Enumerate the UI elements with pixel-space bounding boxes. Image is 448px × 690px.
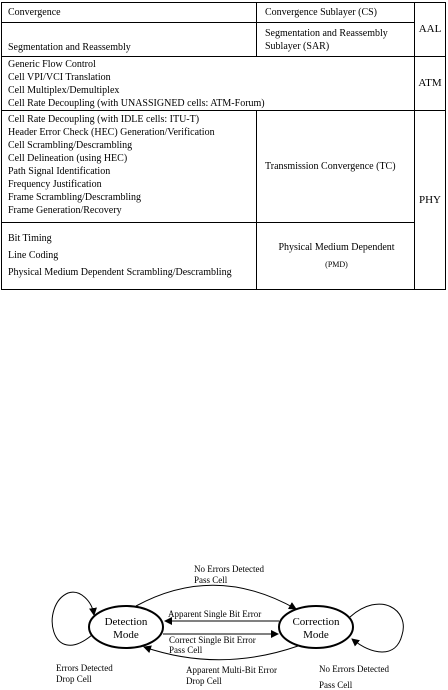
sar-sublayer-cell [257, 23, 415, 57]
correction-self-loop [350, 604, 403, 652]
detection-state-label: Mode [113, 629, 139, 641]
detection-loop-label: Errors Detected [56, 663, 113, 673]
tc-function: Cell Scrambling/Descrambling [8, 140, 133, 151]
atm-layer-table [1, 2, 446, 290]
correction-loop-label: Pass Cell [319, 680, 353, 690]
tc-function: Cell Rate Decoupling (with IDLE cells: ITU-T) [8, 114, 200, 125]
atm-function: Generic Flow Control [8, 58, 96, 70]
detection-self-loop [52, 592, 94, 645]
tc-sublayer-cell [257, 111, 415, 223]
tc-functions-cell [2, 111, 257, 223]
top-arc-label: No Errors Detected [194, 564, 264, 574]
detection-loop-label: Drop Cell [56, 674, 92, 684]
pmd-function: Physical Medium Dependent Scrambling/Descrambling [8, 266, 232, 278]
atm-layer-cell [415, 57, 446, 111]
tc-function: Path Signal Identification [8, 166, 111, 177]
tc-sublayer: Transmission Convergence (TC) [265, 161, 396, 172]
aal-layer: AAL [418, 23, 442, 35]
tc-function: Frame Scrambling/Descrambling [8, 192, 142, 203]
multi-bit-error-label: Drop Cell [186, 676, 222, 686]
cs-function-cell [2, 3, 257, 23]
tc-function: Cell Delineation (using HEC) [8, 153, 128, 164]
no-errors-transition-arrow [136, 585, 296, 609]
correction-loop-label: No Errors Detected [319, 664, 389, 674]
pmd-abbrev: (PMD) [325, 260, 348, 269]
phy-layer: PHY [418, 193, 441, 206]
tc-function: Header Error Check (HEC) Generation/Verification [8, 127, 215, 138]
correction-state-label: Correction [292, 616, 340, 628]
multi-bit-error-label: Apparent Multi-Bit Error [186, 665, 277, 675]
phy-layer-cell [415, 111, 446, 290]
correct-single-label: Correct Single Bit Error [169, 635, 256, 645]
atm-function: Cell Rate Decoupling (with UNASSIGNED cells: ATM-Forum) [8, 97, 265, 109]
tc-function: Frame Generation/Recovery [8, 205, 122, 216]
hec-state-diagram [0, 555, 448, 690]
aal-layer-cell [415, 3, 446, 57]
atm-function: Cell VPI/VCI Translation [8, 71, 111, 83]
correct-single-label: Pass Cell [169, 645, 203, 655]
pmd-sublayer: Physical Medium Dependent [278, 242, 395, 253]
atm-layer: ATM [418, 77, 442, 89]
cs-sublayer: Convergence Sublayer (CS) [265, 7, 378, 18]
tc-function: Frequency Justification [8, 179, 102, 190]
correction-state-label: Mode [303, 629, 329, 641]
single-bit-error-label: Apparent Single Bit Error [168, 609, 262, 619]
multi-bit-error-arrow [144, 646, 298, 660]
sar-function-cell [2, 23, 257, 57]
sar-sublayer: Segmentation and Reassembly Sublayer (SAR) [265, 27, 388, 52]
pmd-functions-cell [2, 223, 257, 290]
top-arc-label: Pass Cell [194, 575, 228, 585]
detection-state-label: Detection [104, 616, 148, 628]
pmd-function: Line Coding [8, 249, 59, 261]
pmd-sublayer-cell [257, 223, 415, 290]
pmd-function: Bit Timing [8, 232, 52, 244]
cs-function: Convergence [8, 7, 61, 18]
atm-function: Cell Multiplex/Demultiplex [8, 84, 120, 96]
atm-functions-cell [2, 57, 415, 111]
cs-sublayer-cell [257, 3, 415, 23]
sar-function: Segmentation and Reassembly [8, 42, 131, 53]
